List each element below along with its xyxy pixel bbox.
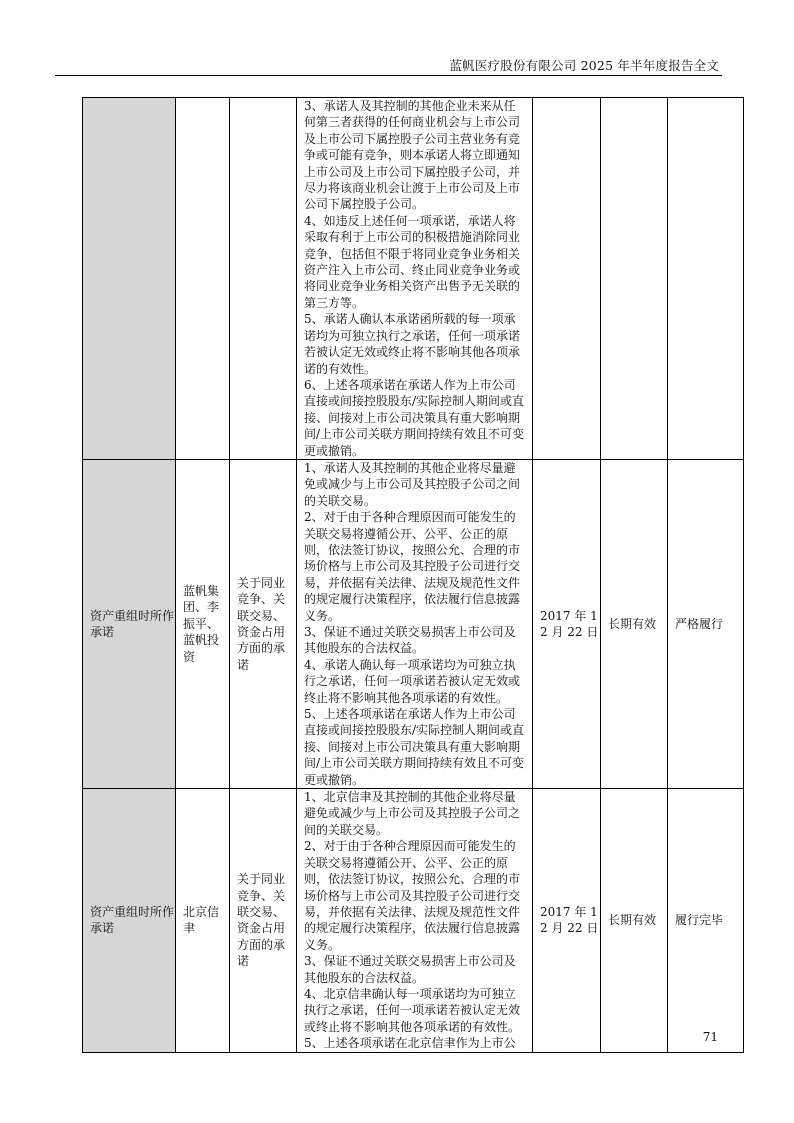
cell-commitment-type: 关于同业竞争、关联交易、资金占用方面的承诺 — [230, 789, 297, 1053]
content-line: 或终止将不影响其他各项承诺的有效性。 — [304, 1019, 521, 1034]
content-line: 3、承诺人及其控制的其他企业未来从任 — [304, 99, 516, 113]
content-line: 免或减少与上市公司及其控股子公司之间 — [304, 477, 521, 492]
content-line: 的规定履行决策程序，依法履行信息披露 — [304, 592, 521, 607]
content-line: 6、上述各项承诺在承诺人作为上市公司 — [304, 377, 516, 392]
content-line: 间/上市公司关联方期间持续有效且不可变 — [304, 427, 525, 442]
content-line: 则，依法签订协议，按照公允、合理的市 — [304, 542, 521, 557]
content-line: 2、对于由于各种合理原因而可能发生的 — [304, 839, 516, 854]
cell-commitment-date: 2017 年 12 月 22 日 — [533, 789, 601, 1053]
table-row — [83, 98, 744, 460]
header-divider — [55, 75, 722, 76]
content-line: 场价格与上市公司及其控股子公司进行交 — [304, 559, 521, 574]
content-line: 诺的有效性。 — [304, 361, 377, 376]
content-line: 接、间接对上市公司决策具有重大影响期 — [304, 739, 521, 754]
content-line: 直接或间接控股股东/实际控制人期间或直 — [304, 394, 525, 409]
commitments-table — [82, 97, 744, 1053]
content-line: 关联交易将遵循公开、公平、公正的原 — [304, 526, 509, 541]
cell-commitment-term: 长期有效 — [601, 459, 668, 788]
content-line: 接、间接对上市公司决策具有重大影响期 — [304, 410, 521, 425]
content-line: 行之承诺，任何一项承诺若被认定无效或 — [304, 674, 521, 689]
content-line: 义务。 — [304, 937, 341, 952]
cell-commitment-date: 2017 年 12 月 22 日 — [533, 459, 601, 788]
table-row — [83, 789, 744, 1053]
cell-commitment-reason: 资产重组时所作承诺 — [83, 459, 176, 788]
content-line: 间/上市公司关联方期间持续有效且不可变 — [304, 756, 525, 771]
cell-commitment-content — [297, 98, 533, 460]
content-line: 第三方等。 — [304, 295, 365, 310]
content-line: 更或撤销。 — [304, 443, 365, 458]
content-line: 竞争，包括但不限于将同业竞争业务相关 — [304, 246, 521, 261]
cell-fulfillment-status: 履行完毕 — [668, 789, 744, 1053]
content-line: 场价格与上市公司及其控股子公司进行交 — [304, 888, 521, 903]
content-line: 其他股东的合法权益。 — [304, 970, 425, 985]
content-line: 1、承诺人及其控制的其他企业将尽量避 — [304, 460, 516, 475]
cell-commitment-content — [297, 789, 533, 1053]
content-line: 的规定履行决策程序，依法履行信息披露 — [304, 921, 521, 936]
content-line: 公司下属控股子公司。 — [304, 197, 425, 212]
cell-commitment-content — [297, 459, 533, 788]
cell-commitment-term — [601, 98, 668, 460]
content-line: 更或撤销。 — [304, 772, 365, 787]
content-line: 直接或间接控股股东/实际控制人期间或直 — [304, 723, 525, 738]
cell-commitment-type: 关于同业竞争、关联交易、资金占用方面的承诺 — [230, 459, 297, 788]
cell-commitment-party — [176, 98, 230, 460]
content-line: 尽力将该商业机会让渡于上市公司及上市 — [304, 181, 521, 196]
content-line: 将同业竞争业务相关资产出售予无关联的 — [304, 279, 521, 294]
cell-commitment-date — [533, 98, 601, 460]
cell-commitment-party: 北京信聿 — [176, 789, 230, 1053]
document-header-title: 蓝帆医疗股份有限公司 2025 年半年度报告全文 — [449, 58, 719, 73]
content-line: 3、保证不通过关联交易损害上市公司及 — [304, 954, 516, 969]
content-line: 4、北京信聿确认每一项承诺均为可独立 — [304, 986, 516, 1001]
content-line: 若被认定无效或终止将不影响其他各项承 — [304, 345, 521, 360]
content-line: 义务。 — [304, 608, 341, 623]
cell-fulfillment-status — [668, 98, 744, 460]
cell-commitment-type — [230, 98, 297, 460]
content-line: 关联交易将遵循公开、公平、公正的原 — [304, 855, 509, 870]
content-line: 5、承诺人确认本承诺函所载的每一项承 — [304, 312, 516, 327]
content-line: 易，并依据有关法律、法规及规范性文件 — [304, 575, 521, 590]
content-line: 4、承诺人确认每一项承诺均为可独立执 — [304, 657, 516, 672]
content-line: 执行之承诺，任何一项承诺若被认定无效 — [304, 1003, 521, 1018]
content-line: 1、北京信聿及其控制的其他企业将尽量 — [304, 790, 516, 805]
content-line: 则，依法签订协议，按照公允、合理的市 — [304, 872, 521, 887]
content-line: 争或可能有竞争，则本承诺人将立即通知 — [304, 148, 521, 163]
content-line: 的关联交易。 — [304, 493, 377, 508]
content-line: 及上市公司下属控股子公司主营业务有竞 — [304, 131, 521, 146]
page-number: 71 — [702, 1030, 718, 1044]
cell-commitment-reason: 资产重组时所作承诺 — [83, 789, 176, 1053]
content-line: 避免或减少与上市公司及其控股子公司之 — [304, 806, 521, 821]
content-line: 易，并依据有关法律、法规及规范性文件 — [304, 904, 521, 919]
content-line: 诺均为可独立执行之承诺，任何一项承诺 — [304, 328, 521, 343]
cell-commitment-term: 长期有效 — [601, 789, 668, 1053]
content-line: 4、如违反上述任何一项承诺，承诺人将 — [304, 213, 516, 228]
content-line: 终止将不影响其他各项承诺的有效性。 — [304, 690, 509, 705]
content-line: 5、上述各项承诺在北京信聿作为上市公 — [304, 1036, 516, 1051]
cell-commitment-reason — [83, 98, 176, 460]
content-line: 何第三者获得的任何商业机会与上市公司 — [304, 115, 521, 130]
content-line: 间的关联交易。 — [304, 822, 389, 837]
content-line: 上市公司及上市公司下属控股子公司，并 — [304, 164, 521, 179]
table-row — [83, 459, 744, 788]
content-line: 3、保证不通过关联交易损害上市公司及 — [304, 625, 516, 639]
content-line: 其他股东的合法权益。 — [304, 641, 425, 656]
cell-commitment-party: 蓝帆集团、李振平、蓝帆投资 — [176, 459, 230, 788]
content-line: 采取有利于上市公司的积极措施消除同业 — [304, 230, 521, 245]
content-line: 资产注入上市公司、终止同业竞争业务或 — [304, 263, 521, 278]
content-line: 5、上述各项承诺在承诺人作为上市公司 — [304, 707, 516, 722]
cell-fulfillment-status: 严格履行 — [668, 459, 744, 788]
content-line: 2、对于由于各种合理原因而可能发生的 — [304, 510, 516, 525]
